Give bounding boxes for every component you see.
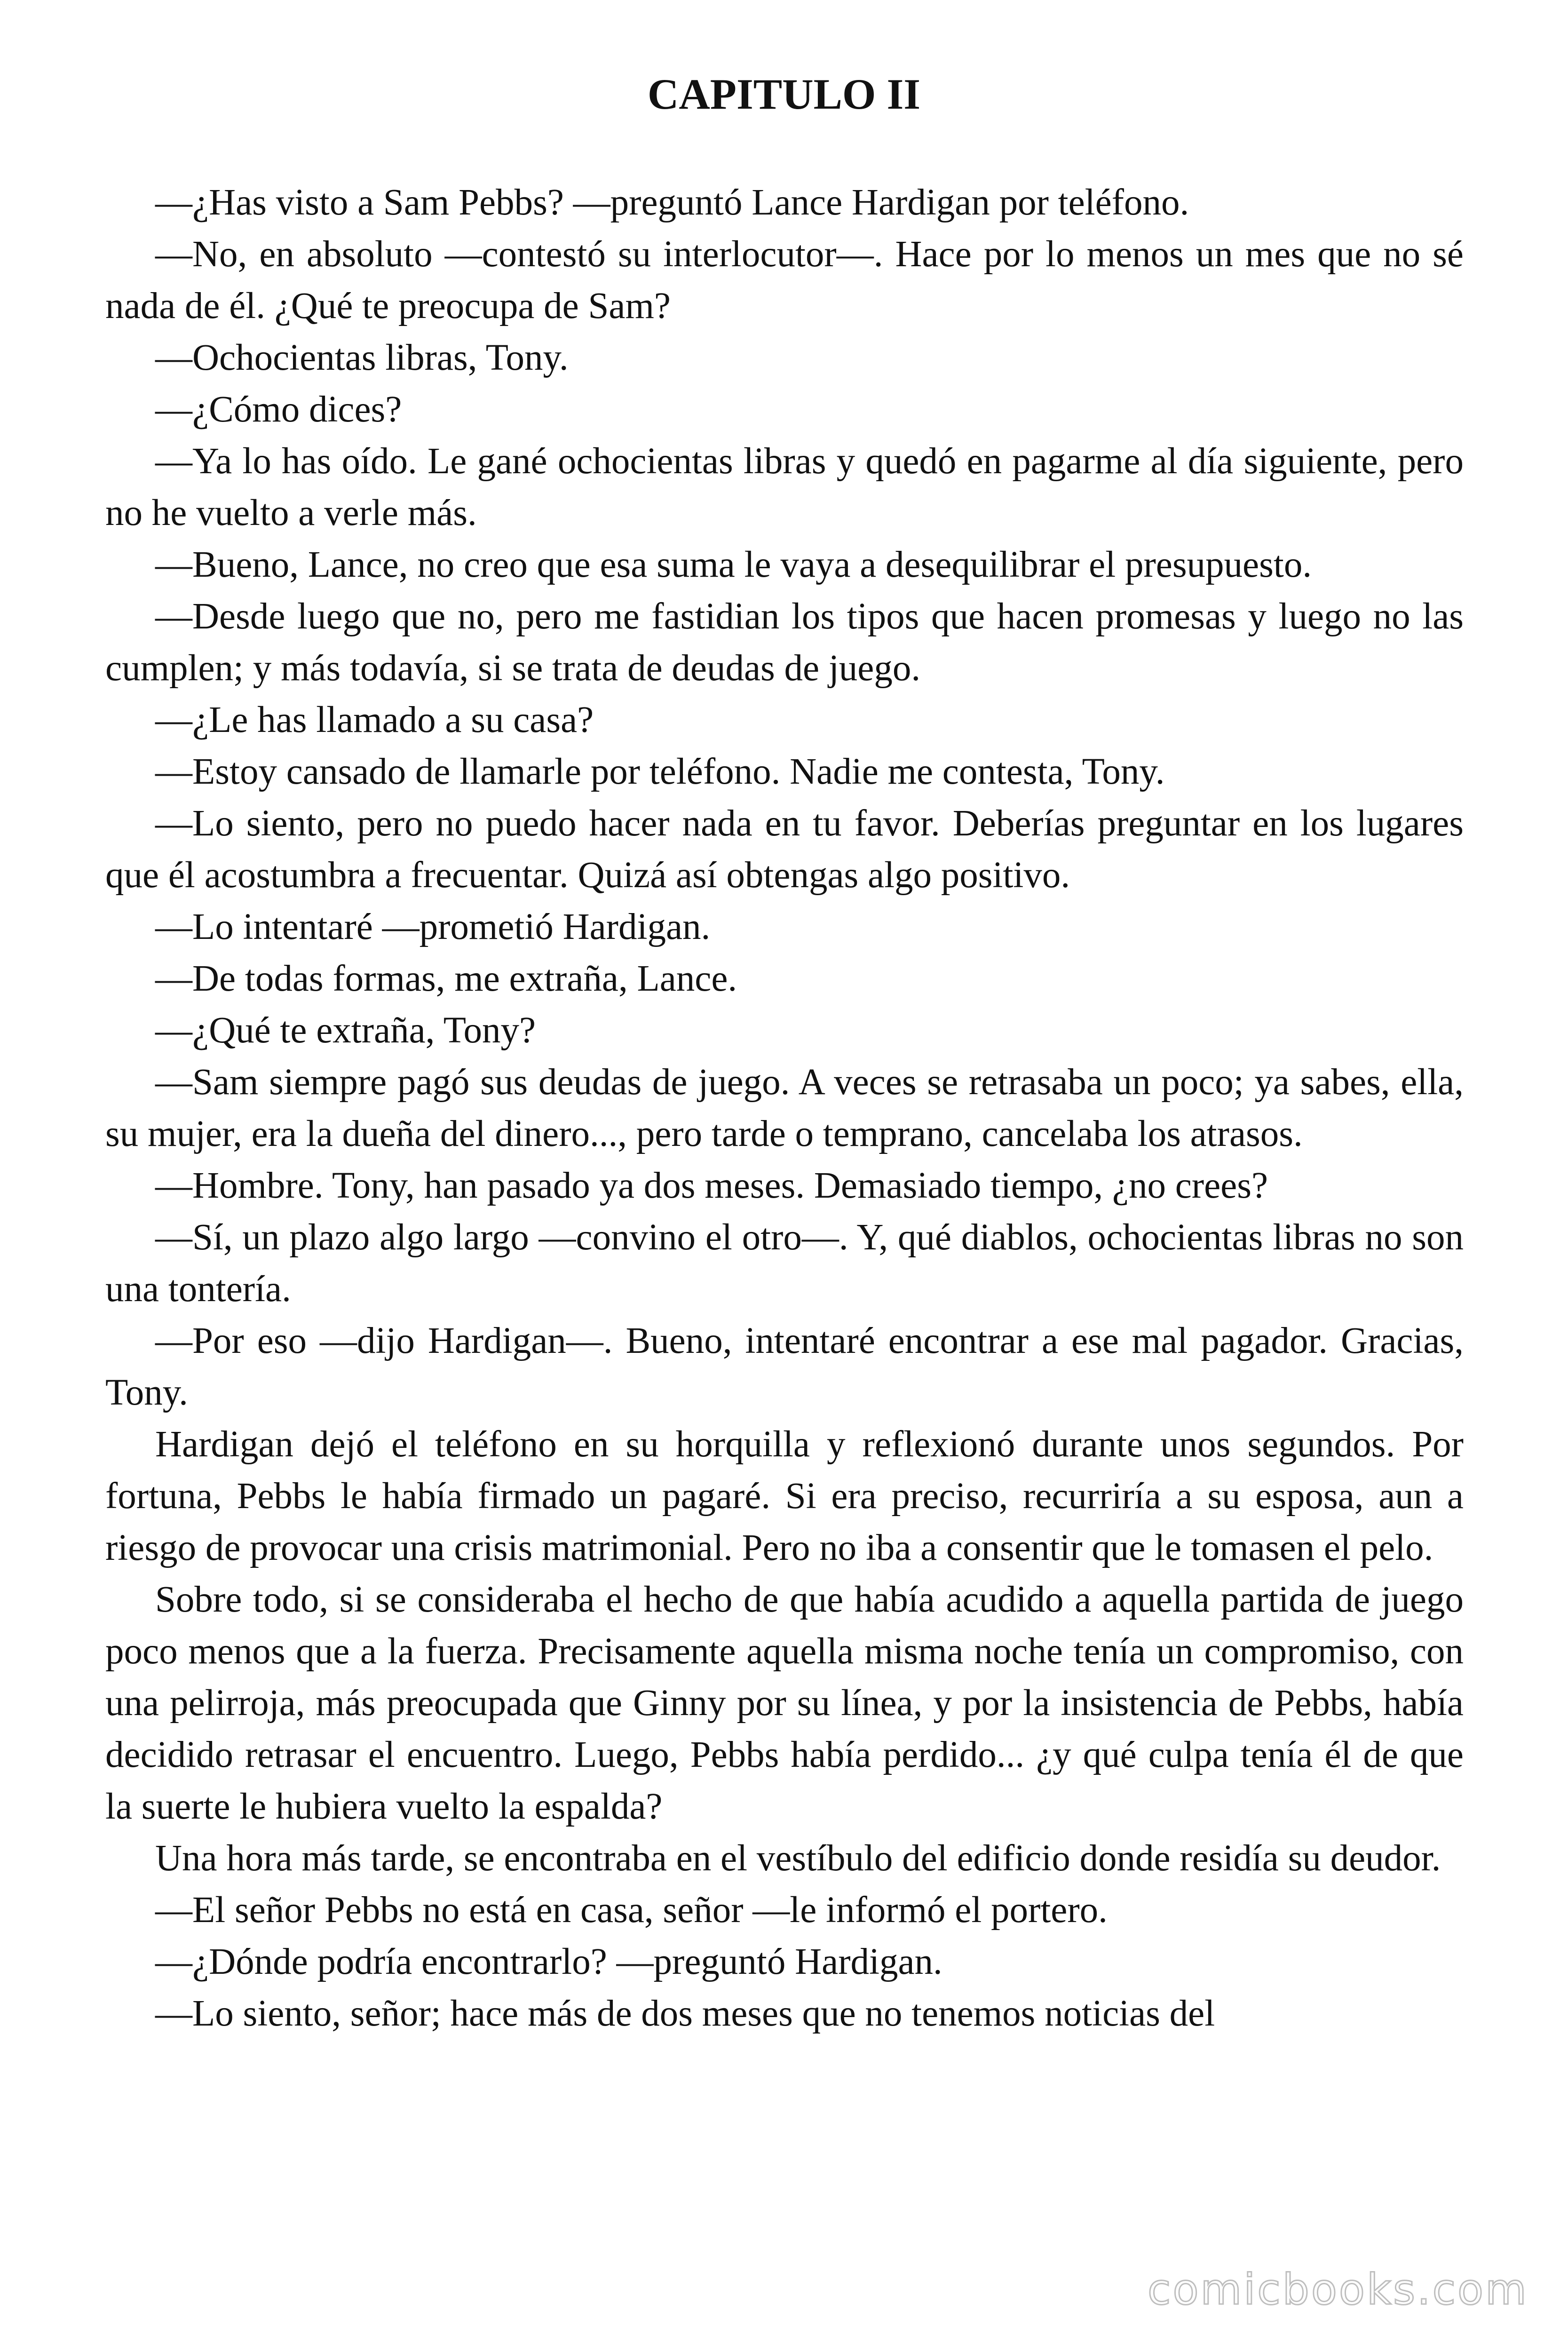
paragraph: —El señor Pebbs no está en casa, señor —le informó el portero. [155,1890,1108,1931]
paragraph: —No, en absoluto —contestó su interlocutor—. Hace por lo menos un mes que no sé nada de él. ¿Qué te preocupa de Sam? [105,234,1464,326]
paragraph: —Bueno, Lance, no creo que esa suma le vaya a desequilibrar el presupuesto. [155,544,1312,585]
paragraph: —Ya lo has oído. Le gané ochocientas libras y quedó en pagarme al día siguiente, pero no he vuelto a verle más. [105,441,1464,533]
paragraph: —¿Le has llamado a su casa? [155,699,594,740]
paragraph: Una hora más tarde, se encontraba en el vestíbulo del edificio donde residía su deudor. [155,1838,1441,1879]
paragraph: —Estoy cansado de llamarle por teléfono. Nadie me contesta, Tony. [155,751,1165,792]
chapter-body [105,177,1464,2040]
paragraph: —Lo intentaré —prometió Hardigan. [155,906,711,947]
paragraph: —Por eso —dijo Hardigan—. Bueno, intentaré encontrar a ese mal pagador. Gracias, Tony. [105,1320,1464,1413]
paragraph: —Desde luego que no, pero me fastidian los tipos que hacen promesas y luego no las cumplen; y más todavía, si se trata de deudas de juego. [105,596,1464,689]
paragraph: —¿Has visto a Sam Pebbs? —preguntó Lance Hardigan por teléfono. [155,182,1189,223]
chapter-title: CAPITULO II [647,70,921,118]
paragraph: —Sí, un plazo algo largo —convino el otro—. Y, qué diablos, ochocientas libras no son una tontería. [105,1217,1464,1310]
paragraph: Hardigan dejó el teléfono en su horquilla y reflexionó durante unos segundos. Por fortuna, Pebbs le había firmado un pagaré. Si era preciso, recurriría a su esposa, aun a riesgo de provocar una crisis matrimonial. Pero no iba a consentir que le tomasen el pelo. [105,1424,1464,1568]
paragraph: —Lo siento, señor; hace más de dos meses que no tenemos noticias del [155,1993,1215,2034]
paragraph: —De todas formas, me extraña, Lance. [155,958,737,999]
paragraph: Sobre todo, si se consideraba el hecho de que había acudido a aquella partida de juego poco menos que a la fuerza. Precisamente aquella misma noche tenía un compromiso, con una pelirroja, más preocupada que Ginny por su línea, y por la insistencia de Pebbs, había decidido retrasar el encuentro. Luego, Pebbs había perdido... ¿y qué culpa tenía él de que la suerte le hubiera vuelto la espalda? [105,1579,1464,1827]
paragraph: —Hombre. Tony, han pasado ya dos meses. Demasiado tiempo, ¿no crees? [155,1165,1268,1206]
paragraph: —¿Qué te extraña, Tony? [155,1010,536,1051]
paragraph: —¿Dónde podría encontrarlo? —preguntó Hardigan. [155,1941,942,1982]
watermark: comicbooks.com [1148,2265,1528,2314]
paragraph: —¿Cómo dices? [155,389,402,430]
paragraph: —Ochocientas libras, Tony. [155,337,569,378]
paragraph: —Sam siempre pagó sus deudas de juego. A veces se retrasaba un poco; ya sabes, ella, su mujer, era la dueña del dinero..., pero tarde o temprano, cancelaba los atrasos. [105,1062,1464,1154]
paragraph: —Lo siento, pero no puedo hacer nada en tu favor. Deberías preguntar en los lugares que él acostumbra a frecuentar. Quizá así obtengas algo positivo. [105,803,1464,896]
